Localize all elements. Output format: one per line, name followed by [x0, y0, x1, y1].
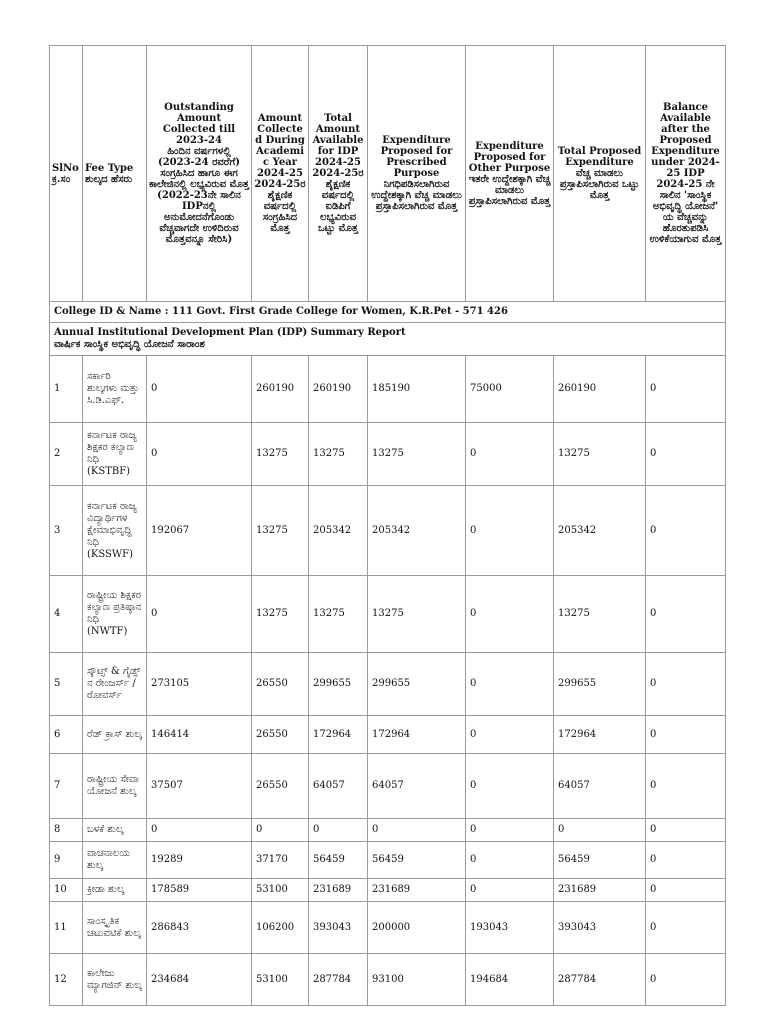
- cell-fee-type: ಸ್ಕೌಟ್ಸ್ & ಗೈಡ್ಸ್ ನ ರೇಂಜರ್ಸ್ / ರೋವರ್ಸ್: [83, 653, 147, 716]
- cell-prescribed: 231689: [368, 879, 466, 902]
- cell-total-proposed: 64057: [554, 754, 646, 819]
- cell-other: 0: [466, 653, 554, 716]
- cell-other: 193043: [466, 902, 554, 954]
- header-total-available: Total Amount Available for IDP 2024-25 2024-25ರ ಶೈಕ್ಷಣಿಕ ವರ್ಷದಲ್ಲಿ ಐಡಿಪಿಗೆ ಲಭ್ಯವಿರುವ ಒಟ್ಟು ಮೊತ್ತ: [309, 46, 368, 302]
- header-slno: SlNo ಕ್ರ.ಸಂ: [50, 46, 83, 302]
- table-row: [50, 716, 726, 754]
- table-row: [50, 423, 726, 486]
- cell-total-proposed: 13275: [554, 423, 646, 486]
- cell-collected: 37170: [252, 842, 309, 879]
- cell-outstanding: 146414: [147, 716, 252, 754]
- cell-collected: 13275: [252, 423, 309, 486]
- cell-total-available: 172964: [309, 716, 368, 754]
- cell-collected: 0: [252, 819, 309, 842]
- cell-fee-type: ಬಳಕೆ ಶುಲ್ಕ: [83, 819, 147, 842]
- cell-other: 0: [466, 819, 554, 842]
- cell-fee-type: ಕ್ರೀಡಾ ಶುಲ್ಕ: [83, 879, 147, 902]
- cell-balance: 0: [646, 842, 726, 879]
- header-fee-type: Fee Type ಶುಲ್ಕದ ಹೆಸರು: [83, 46, 147, 302]
- header-total-proposed: Total Proposed Expenditure ವೆಚ್ಚ ಮಾಡಲು ಪ್ರಸ್ತಾಪಿಸಲಾಗಿರುವ ಒಟ್ಟು ಮೊತ್ತ: [554, 46, 646, 302]
- cell-slno: 10: [50, 879, 83, 902]
- table-row: [50, 954, 726, 1006]
- report-title-english: Annual Institutional Development Plan (IDP) Summary Report: [54, 327, 406, 338]
- cell-balance: 0: [646, 954, 726, 1006]
- cell-collected: 26550: [252, 653, 309, 716]
- cell-total-proposed: 13275: [554, 576, 646, 653]
- cell-prescribed: 172964: [368, 716, 466, 754]
- cell-prescribed: 200000: [368, 902, 466, 954]
- cell-balance: 0: [646, 486, 726, 576]
- cell-total-proposed: 205342: [554, 486, 646, 576]
- cell-collected: 260190: [252, 356, 309, 423]
- report-title-row: [50, 323, 726, 356]
- cell-total-proposed: 231689: [554, 879, 646, 902]
- cell-outstanding: 286843: [147, 902, 252, 954]
- cell-total-proposed: 299655: [554, 653, 646, 716]
- header-balance: Balance Available after the Proposed Expenditure under 2024-25 IDP 2024-25 ನೇ ಸಾಲಿನ 'ಸಾಂಸ್ಥಿಕ ಅಭಿವೃದ್ಧಿ ಯೋಜನೆ' ಯ ವೆಚ್ಚವನ್ನು ಹೊರತುಪಡಿಸಿ ಉಳಿಕೆಯಾಗುವ ಮೊತ್ತ: [646, 46, 726, 302]
- college-row: [50, 302, 726, 323]
- cell-slno: 2: [50, 423, 83, 486]
- cell-total-proposed: 287784: [554, 954, 646, 1006]
- cell-fee-type: ವಾಚನಾಲಯ ಶುಲ್ಕ: [83, 842, 147, 879]
- cell-prescribed: 0: [368, 819, 466, 842]
- cell-total-available: 56459: [309, 842, 368, 879]
- cell-fee-type: ಕರ್ನಾಟಕ ರಾಜ್ಯ ಶಿಕ್ಷಕರ ಕಲ್ಯಾಣ ನಿಧಿ (KSTBF): [83, 423, 147, 486]
- cell-slno: 4: [50, 576, 83, 653]
- cell-outstanding: 0: [147, 576, 252, 653]
- cell-total-available: 64057: [309, 754, 368, 819]
- cell-fee-type: ರೆಡ್ ಕ್ರಾಸ್ ಶುಲ್ಕ: [83, 716, 147, 754]
- table-row: [50, 754, 726, 819]
- cell-prescribed: 56459: [368, 842, 466, 879]
- college-id-name: College ID & Name : 111 Govt. First Grade College for Women, K.R.Pet - 571 426: [50, 302, 726, 323]
- cell-outstanding: 0: [147, 819, 252, 842]
- cell-total-available: 260190: [309, 356, 368, 423]
- cell-slno: 6: [50, 716, 83, 754]
- cell-balance: 0: [646, 716, 726, 754]
- cell-total-proposed: 172964: [554, 716, 646, 754]
- table-row: [50, 842, 726, 879]
- cell-slno: 5: [50, 653, 83, 716]
- cell-outstanding: 0: [147, 423, 252, 486]
- report-sheet: [49, 45, 725, 1006]
- cell-balance: 0: [646, 902, 726, 954]
- header-prescribed: Expenditure Proposed for Prescribed Purpose ನಿಗಧಿಪಡಿಸಲಾಗಿರುವ ಉದ್ದೇಶಕ್ಕಾಗಿ ವೆಚ್ಚ ಮಾಡಲು ಪ್ರಸ್ತಾಪಿಸಲಾಗಿರುವ ಮೊತ್ತ: [368, 46, 466, 302]
- report-title: [50, 323, 726, 356]
- cell-slno: 8: [50, 819, 83, 842]
- cell-outstanding: 19289: [147, 842, 252, 879]
- cell-total-proposed: 260190: [554, 356, 646, 423]
- cell-collected: 53100: [252, 954, 309, 1006]
- cell-total-proposed: 393043: [554, 902, 646, 954]
- cell-slno: 3: [50, 486, 83, 576]
- cell-balance: 0: [646, 653, 726, 716]
- cell-prescribed: 93100: [368, 954, 466, 1006]
- cell-outstanding: 178589: [147, 879, 252, 902]
- cell-collected: 106200: [252, 902, 309, 954]
- cell-collected: 13275: [252, 576, 309, 653]
- cell-outstanding: 37507: [147, 754, 252, 819]
- header-other-purpose: Expenditure Proposed for Other Purpose ಇತರೇ ಉದ್ದೇಶಕ್ಕಾಗಿ ವೆಚ್ಚ ಮಾಡಲು ಪ್ರಸ್ತಾಪಿಸಲಾಗಿರುವ ಮೊತ್ತ: [466, 46, 554, 302]
- cell-other: 0: [466, 486, 554, 576]
- cell-prescribed: 13275: [368, 576, 466, 653]
- cell-slno: 1: [50, 356, 83, 423]
- cell-balance: 0: [646, 819, 726, 842]
- table-row: [50, 576, 726, 653]
- cell-fee-type: ಸಾಂಸ್ಕೃತಿಕ ಚಟುವಟಿಕೆ ಶುಲ್ಕ: [83, 902, 147, 954]
- cell-prescribed: 185190: [368, 356, 466, 423]
- table-row: [50, 902, 726, 954]
- table-row: [50, 819, 726, 842]
- table-row: [50, 653, 726, 716]
- cell-balance: 0: [646, 423, 726, 486]
- cell-outstanding: 234684: [147, 954, 252, 1006]
- cell-prescribed: 205342: [368, 486, 466, 576]
- cell-other: 0: [466, 576, 554, 653]
- idp-summary-table: [49, 45, 726, 1006]
- cell-total-available: 205342: [309, 486, 368, 576]
- cell-collected: 53100: [252, 879, 309, 902]
- cell-balance: 0: [646, 356, 726, 423]
- cell-fee-type: ಕರ್ನಾಟಕ ರಾಜ್ಯ ವಿದ್ಯಾರ್ಥಿಗಳ ಕ್ಷೇಮಾಭಿವೃದ್ಧಿ ನಿಧಿ (KSSWF): [83, 486, 147, 576]
- header-collected: Amount Collected During Academic Year 2024-25 2024-25ರ ಶೈಕ್ಷಣಿಕ ವರ್ಷದಲ್ಲಿ ಸಂಗ್ರಹಿಸಿದ ಮೊತ್ತ: [252, 46, 309, 302]
- cell-outstanding: 192067: [147, 486, 252, 576]
- cell-total-available: 13275: [309, 576, 368, 653]
- cell-total-proposed: 56459: [554, 842, 646, 879]
- cell-prescribed: 64057: [368, 754, 466, 819]
- cell-total-proposed: 0: [554, 819, 646, 842]
- cell-outstanding: 0: [147, 356, 252, 423]
- cell-collected: 26550: [252, 716, 309, 754]
- cell-total-available: 287784: [309, 954, 368, 1006]
- table-row: [50, 486, 726, 576]
- cell-balance: 0: [646, 879, 726, 902]
- cell-fee-type: ಕಾಲೇಜು ಮ್ಯಾಗಜಿನ್ ಶುಲ್ಕ: [83, 954, 147, 1006]
- cell-collected: 26550: [252, 754, 309, 819]
- cell-total-available: 393043: [309, 902, 368, 954]
- header-outstanding: Outstanding Amount Collected till 2023-24 ಹಿಂದಿನ ವರ್ಷಗಳಲ್ಲಿ (2023-24 ರವರೆಗೆ) ಸಂಗ್ರಹಿಸಿದ ಹಾಗೂ ಈಗ ಕಾಲೇಜಿನಲ್ಲಿ ಲಭ್ಯವಿರುವ ಮೊತ್ತ (2022-23ನೇ ಸಾಲಿನ IDPನಲ್ಲಿ ಅನುಮೋದನೆಗೊಂಡು ವೆಚ್ಚವಾಗದೇ ಉಳಿದಿರುವ ಮೊತ್ತವನ್ನೂ ಸೇರಿಸಿ): [147, 46, 252, 302]
- report-title-kannada: ವಾರ್ಷಿಕ ಸಾಂಸ್ಥಿಕ ಅಭಿವೃದ್ಧಿ ಯೋಜನೆ ಸಾರಾಂಶ: [54, 339, 205, 350]
- cell-other: 0: [466, 879, 554, 902]
- cell-fee-type: ರಾಷ್ಟ್ರೀಯ ಸೇವಾ ಯೋಜನೆ ಶುಲ್ಕ: [83, 754, 147, 819]
- cell-balance: 0: [646, 754, 726, 819]
- table-row: [50, 356, 726, 423]
- cell-total-available: 299655: [309, 653, 368, 716]
- cell-slno: 12: [50, 954, 83, 1006]
- cell-total-available: 0: [309, 819, 368, 842]
- cell-other: 0: [466, 754, 554, 819]
- cell-slno: 9: [50, 842, 83, 879]
- cell-slno: 7: [50, 754, 83, 819]
- cell-balance: 0: [646, 576, 726, 653]
- cell-other: 0: [466, 423, 554, 486]
- cell-prescribed: 13275: [368, 423, 466, 486]
- cell-other: 194684: [466, 954, 554, 1006]
- cell-total-available: 231689: [309, 879, 368, 902]
- cell-other: 0: [466, 716, 554, 754]
- cell-fee-type: ಸರ್ಕಾರಿ ಶುಲ್ಕಗಳು ಮತ್ತು ಸಿ.ಡಿ.ಎಫ್.: [83, 356, 147, 423]
- table-row: [50, 879, 726, 902]
- cell-other: 75000: [466, 356, 554, 423]
- header-row: [50, 46, 726, 302]
- cell-other: 0: [466, 842, 554, 879]
- cell-outstanding: 273105: [147, 653, 252, 716]
- cell-total-available: 13275: [309, 423, 368, 486]
- cell-fee-type: ರಾಷ್ಟ್ರೀಯ ಶಿಕ್ಷಕರ ಕಲ್ಯಾಣ ಪ್ರತಿಷ್ಠಾನ ನಿಧಿ (NWTF): [83, 576, 147, 653]
- cell-slno: 11: [50, 902, 83, 954]
- cell-collected: 13275: [252, 486, 309, 576]
- cell-prescribed: 299655: [368, 653, 466, 716]
